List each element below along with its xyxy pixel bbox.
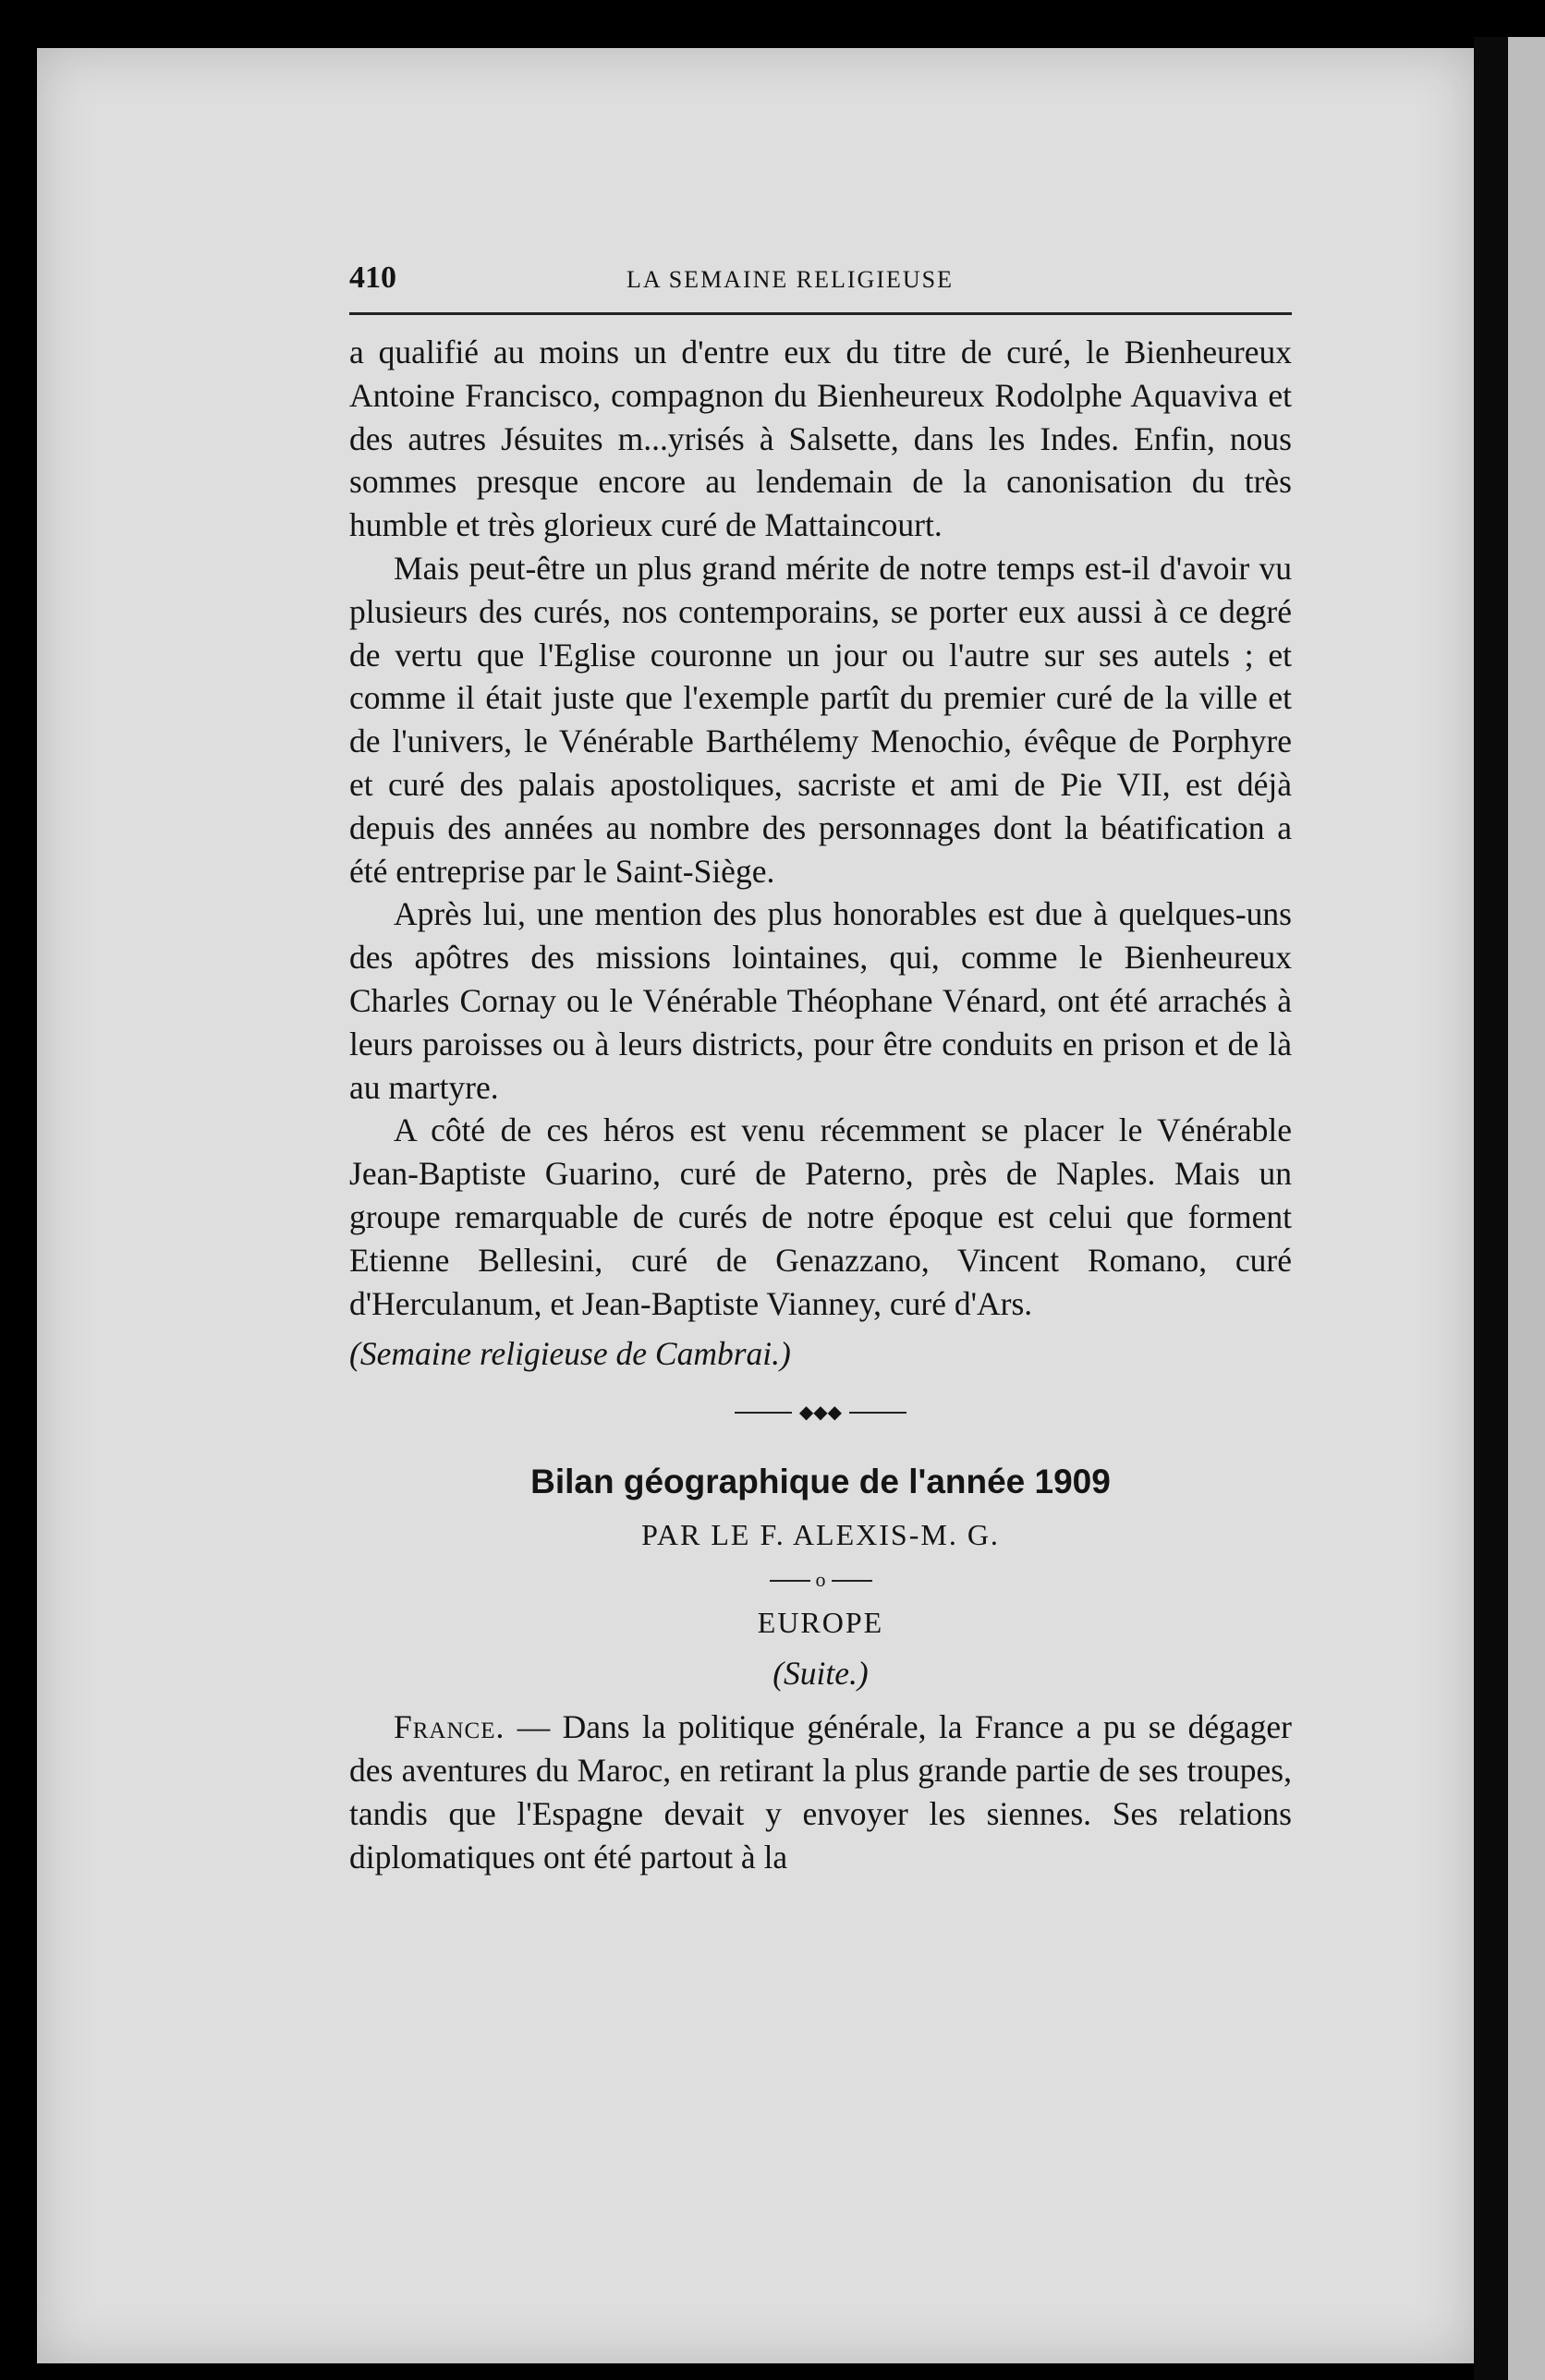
section-heading: EUROPE — [757, 1605, 884, 1639]
article-title: Bilan géographique de l'année 1909 — [530, 1463, 1111, 1501]
source-citation: (Semaine religieuse de Cambrai.) — [349, 1335, 791, 1373]
header-rule — [349, 312, 1292, 315]
running-title: LA SEMAINE RELIGIEUSE — [627, 266, 954, 293]
paragraph: a qualifié au moins un d'entre eux du titre de curé, le Bienheureux Antoine Francisco, compagnon du Bienheureux Rodolphe Aquaviva et des autres Jésuites m...yrisés à Salsette, dans les Indes. Enfin, nous sommes presque encore au lendemain de la canonisation du très humble et très glorieux curé de Mattaincourt. — [349, 334, 1292, 544]
ornament-line — [832, 1580, 872, 1582]
divider-ornament — [349, 1570, 1292, 1592]
ornament-line — [735, 1412, 792, 1414]
section-ornament — [349, 1403, 1292, 1422]
page-number: 410 — [349, 261, 396, 295]
ornament-glyph: ◆◆◆ — [798, 1402, 843, 1423]
paragraph: A côté de ces héros est venu récemment se placer le Vénérable Jean-Baptiste Guarino, curé de Paterno, près de Naples. Mais un groupe remarquable de curés de notre époque est celui que forment Etienne Bellesini, curé de Genazzano, Vincent Romano, curé d'Herculanum, et Jean-Baptiste Vianney, curé d'Ars. — [349, 1111, 1292, 1322]
paragraph: Après lui, une mention des plus honorables est due à quelques-uns des apôtres des missions lointaines, qui, comme le Bienheureux Charles Cornay ou le Vénérable Théophane Vénard, ont été arrachés à leurs paroisses ou à leurs districts, pour être conduits en prison et de là au martyre. — [349, 895, 1292, 1106]
ornament-glyph: o — [815, 1568, 826, 1592]
body-text — [349, 331, 1292, 1879]
section-note: (Suite.) — [772, 1654, 869, 1692]
ornament-line — [770, 1580, 810, 1582]
paragraph — [349, 1706, 1292, 1878]
ornament-line — [849, 1412, 906, 1414]
lead-word: France. — [394, 1708, 505, 1746]
adjacent-page-strip — [1508, 37, 1545, 2380]
page-header — [349, 261, 1292, 307]
paragraph: Mais peut-être un plus grand mérite de notre temps est-il d'avoir vu plusieurs des curés, nos contemporains, se porter eux aussi à ce degré de vertu que l'Eglise couronne un jour ou l'autre sur ses autels ; et comme il était juste que l'exemple partît du premier curé de la ville et de l'univers, le Vénérable Barthélemy Menochio, évêque de Porphyre et curé des palais apostoliques, sacriste et ami de Pie VII, est déjà depuis des années au nombre des personnages dont la béatification a été entreprise par le Saint-Siège. — [349, 549, 1292, 890]
article-byline: PAR LE F. ALEXIS-M. G. — [641, 1517, 1000, 1551]
lead-text: — Dans la politique générale, la France a pu se dégager des aventures du Maroc, en retirant la plus grande partie de ses troupes, tandis que l'Espagne devait y envoyer les siennes. Ses relations diplomatiques ont été partout à la — [349, 1708, 1292, 1876]
